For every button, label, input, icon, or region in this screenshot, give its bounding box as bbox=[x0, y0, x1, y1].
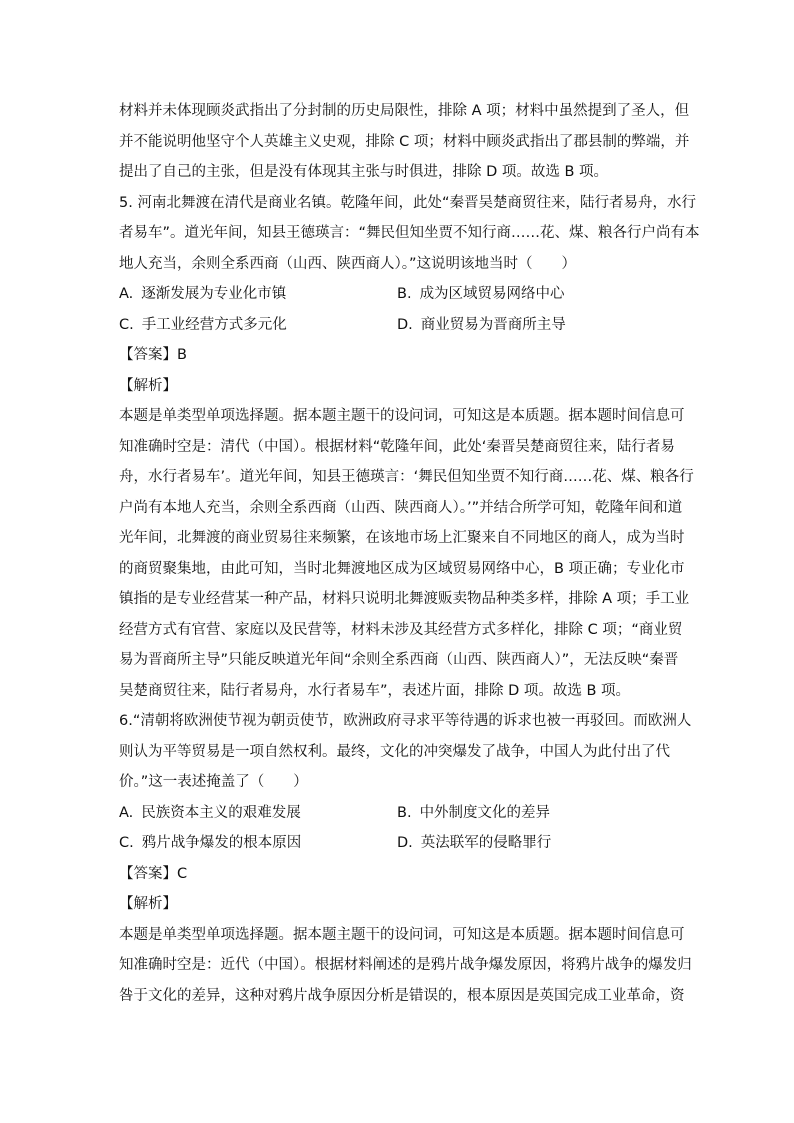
text-line: 价。”这一表述掩盖了（ ） bbox=[119, 774, 308, 790]
option-d bbox=[397, 828, 675, 859]
option-letter: B. bbox=[397, 804, 412, 821]
option-text: 民族资本主义的艰难发展 bbox=[141, 804, 301, 821]
text-line: 本题是单类型单项选择题。据本题主题干的设问词，可知这是本质题。据本题时间信息可 bbox=[119, 926, 685, 943]
text-line: 提出了自己的主张，但是没有体现其主张与时俱进，排除 D 项。故选 B 项。 bbox=[119, 164, 609, 180]
text-line: 5. 河南北舞渡在清代是商业名镇。乾隆年间，此处“秦晋吴楚商贸往来，陆行者易舟，水行 bbox=[119, 194, 696, 211]
text-line: 地人充当，余则全系西商（山西、陕西商人）。”这说明该地当时（ ） bbox=[119, 255, 577, 272]
text-line: 户尚有本地人充当，余则全系西商（山西、陕西商人）。’”并结合所学可知，乾隆年间和道 bbox=[119, 499, 683, 516]
option-b bbox=[397, 798, 675, 829]
text-line: 光年间，北舞渡的商业贸易往来频繁，在该地市场上汇聚来自不同地区的商人，成为当时 bbox=[119, 530, 685, 546]
question-5-analysis bbox=[119, 401, 694, 706]
option-letter: A. bbox=[119, 804, 134, 821]
question-5-answer: 【答案】B bbox=[119, 347, 187, 363]
text-line: 吴楚商贸往来，陆行者易舟，水行者易车”，表述片面，排除 D 项。故选 B 项。 bbox=[119, 682, 631, 699]
option-text: 中外制度文化的差异 bbox=[419, 804, 551, 821]
text-line: 知准确时空是：近代（中国）。根据材料阐述的是鸦片战争爆发原因，将鸦片战争的爆发归 bbox=[119, 957, 692, 973]
text-line: 知准确时空是：清代（中国）。根据材料“乾隆年间，此处‘秦晋吴楚商贸往来，陆行者易 bbox=[119, 438, 675, 455]
option-text: 成为区域贸易网络中心 bbox=[419, 286, 565, 302]
option-text: 鸦片战争爆发的根本原因 bbox=[141, 835, 302, 851]
question-5-analysis-title: 【解析】 bbox=[119, 377, 177, 394]
option-letter: C. bbox=[119, 316, 134, 333]
question-6-analysis bbox=[119, 920, 692, 1012]
option-letter: C. bbox=[119, 835, 134, 851]
option-letter: A. bbox=[119, 286, 134, 302]
text-line: 并不能说明他坚守个人英雄主义史观，排除 C 项；材料中顾炎武指出了郡县制的弊端，并 bbox=[119, 133, 690, 150]
text-line: 6.“清朝将欧洲使节视为朝贡使节，欧洲政府寻求平等待遇的诉求也被一再驳回。而欧洲人 bbox=[119, 713, 692, 729]
text-line: 则认为平等贸易是一项自然权利。最终，文化的冲突爆发了战争，中国人为此付出了代 bbox=[119, 743, 670, 760]
text-line: 咎于文化的差异，这种对鸦片战争原因分析是错误的，根本原因是英国完成工业革命，资 bbox=[119, 987, 685, 1004]
text-line: 易为晋商所主导”只能反映道光年间“余则全系西商（山西、陕西商人）”，无法反映“秦晋 bbox=[119, 652, 679, 668]
option-text: 手工业经营方式多元化 bbox=[141, 316, 287, 333]
question-5-options bbox=[119, 279, 675, 340]
option-letter: D. bbox=[397, 316, 413, 333]
text-line: 舟，水行者易车’。道光年间，知县王德瑛言：‘舞民但知坐贾不知行商……花、煤、粮各行 bbox=[119, 469, 694, 485]
q4-analysis-continuation bbox=[119, 96, 690, 188]
option-a bbox=[119, 798, 397, 829]
question-6-answer: 【答案】C bbox=[119, 865, 188, 882]
document-page bbox=[119, 96, 700, 1011]
question-6-stem bbox=[119, 706, 692, 798]
text-line: 本题是单类型单项选择题。据本题主题干的设问词，可知这是本质题。据本题时间信息可 bbox=[119, 408, 685, 424]
option-text: 逐渐发展为专业化市镇 bbox=[141, 286, 287, 302]
question-5-stem bbox=[119, 188, 700, 280]
option-a bbox=[119, 279, 397, 310]
text-line: 的商贸聚集地，由此可知，当时北舞渡地区成为区域贸易网络中心，B 项正确；专业化市 bbox=[119, 560, 685, 577]
option-c bbox=[119, 828, 397, 859]
question-6-options bbox=[119, 798, 675, 859]
option-letter: D. bbox=[397, 835, 413, 851]
text-line: 经营方式有官营、家庭以及民营等，材料未涉及其经营方式多样化，排除 C 项；“商业贸 bbox=[119, 621, 683, 638]
text-line: 镇指的是专业经营某一种产品，材料只说明北舞渡贩卖物品种类多样，排除 A 项；手工业 bbox=[119, 591, 690, 607]
option-d bbox=[397, 310, 675, 341]
option-c bbox=[119, 310, 397, 341]
option-b bbox=[397, 279, 675, 310]
question-6-analysis-title: 【解析】 bbox=[119, 896, 177, 912]
text-line: 材料并未体现顾炎武指出了分封制的历史局限性，排除 A 项；材料中虽然提到了圣人，但 bbox=[119, 103, 690, 119]
option-letter: B. bbox=[397, 286, 412, 302]
option-text: 商业贸易为晋商所主导 bbox=[420, 316, 566, 333]
option-text: 英法联军的侵略罪行 bbox=[420, 835, 552, 851]
text-line: 者易车”。道光年间，知县王德瑛言：“舞民但知坐贾不知行商……花、煤、粮各行户尚有本 bbox=[119, 225, 700, 241]
